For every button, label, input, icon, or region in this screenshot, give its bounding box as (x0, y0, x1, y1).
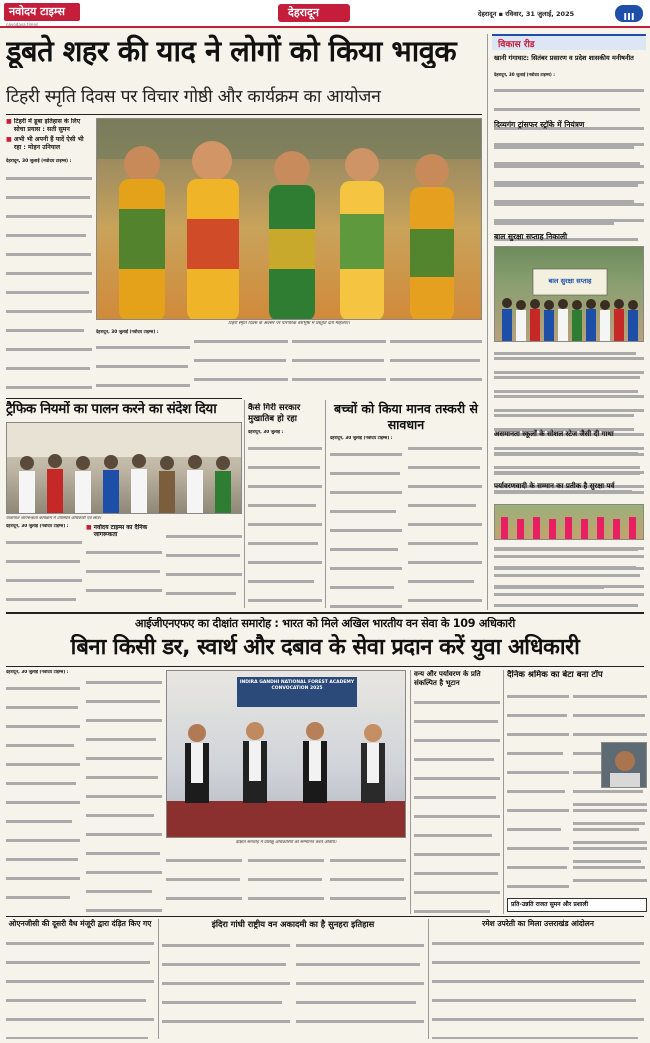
page-number: III (623, 12, 635, 22)
performer-figure (119, 146, 165, 320)
banner-text: बाल सुरक्षा सप्ताह (548, 277, 592, 285)
rule (6, 612, 644, 614)
figure-right (361, 724, 385, 803)
sidebar-rally-photo (494, 246, 644, 342)
sidebar-story1-headline: खानी गंगाघाट: सितंबर प्रसारण व प्रदेश शासकीय मनीषनीत (494, 54, 634, 62)
main-body-columns (96, 329, 482, 397)
performer-figure (269, 151, 315, 320)
side2-body (507, 684, 647, 894)
text-column (330, 848, 406, 914)
paper-name-small: navodaya times (6, 22, 39, 27)
text-column (166, 524, 242, 608)
sidebar-story4-headline: असमानता स्कूलों के सोशल स्टेज जैसी दी गाथा (494, 430, 614, 438)
photo-banner: INDIRA GANDHI NATIONAL FOREST ACADEMY CONVOCATION 2025 (239, 680, 355, 691)
group-photo-illustration (7, 423, 242, 514)
footer-col3 (432, 919, 644, 1039)
portrait-photo (601, 742, 647, 788)
text-column (292, 329, 386, 397)
performer-figure (187, 141, 239, 320)
paper-logo (4, 3, 80, 21)
text-column (507, 684, 569, 894)
sidebar-title-bar (492, 34, 646, 50)
dateline: देहरादून, 30 जुलाई (नवोदय टाइम्स) : (6, 159, 72, 164)
performer-figure (340, 148, 384, 320)
column-divider (244, 400, 245, 608)
dateline: देहरादून, 30 जुलाई (नवोदय टाइम्स) : (494, 72, 555, 77)
traffic-photo-caption: यातायात जागरूकता कार्यक्रम में उपस्थित अधिकारी एवं छात्र। (6, 516, 101, 521)
sidebar-story3-headline: बाल सुरक्षा सप्ताह निकाली (494, 232, 568, 241)
child-story-headline: बच्चों को किया मानव तस्करी से सावधान (334, 401, 478, 432)
dateline: देहरादून, 30 जुलाई (नवोदय टाइम्स) : (96, 330, 159, 335)
rule (6, 666, 644, 667)
convocation-illustration (167, 671, 406, 838)
main-subhead: टिहरी स्मृति दिवस पर विचार गोष्ठी और कार्यक्रम का आयोजन (6, 87, 381, 107)
figure-left (185, 724, 209, 803)
dateline: देहरादून, 30 जुलाई (नवोदय टाइम्स) : (330, 436, 393, 441)
bottom-kicker: आईजीएनएफए का दीक्षांत समारोह : भारत को मिले अखिल भारतीय वन सेवा के 109 अधिकारी (135, 617, 515, 630)
main-left-column (6, 118, 92, 396)
convocation-photo (166, 670, 406, 838)
sidebar-story5-body (494, 544, 644, 610)
traffic-photo (6, 422, 242, 514)
bullet-item (6, 136, 92, 152)
footer-col2 (162, 919, 424, 1039)
text-column (408, 436, 482, 608)
text-column (248, 848, 324, 914)
paper-name: नवोदय टाइम्स (9, 5, 65, 18)
dateline: देहरादून, 30 जुलाई (नवोदय टाइम्स) : (6, 524, 69, 529)
sub-headline (86, 524, 162, 538)
bottom-headline: बिना किसी डर, स्वार्थ और दबाव के सेवा प्रदान करें युवा अधिकारी (70, 635, 580, 660)
figure-mid-right (303, 722, 327, 803)
text-column (96, 329, 190, 397)
body-text-lines (6, 166, 92, 396)
text-column (86, 670, 162, 914)
page-number-badge (615, 5, 643, 22)
side1-headline: वन्य और पर्यावरण के प्रति संकल्पित है भूटान (414, 670, 481, 687)
march-illustration (495, 505, 644, 540)
footer-col1-headline: ओएनजीसी की दूसरी वैध मंजूरी द्वारा दंड़ित किए गए (8, 919, 152, 928)
performers-illustration (97, 119, 482, 320)
footer-col2-headline: इंदिरा गांधी राष्ट्रीय वन अकादमी का है सुनहरा इतिहास (211, 919, 375, 929)
side1-body (414, 690, 500, 914)
bullet-item (6, 118, 92, 134)
rule (6, 398, 242, 399)
bullet-text: टिहरी में डूबा इतिहास के लिए सोचा प्रयास : सती सुमन (13, 118, 81, 133)
footer-col1 (6, 919, 154, 1039)
sidebar-march-photo (494, 504, 644, 540)
traffic-headline: ट्रैफिक नियमों का पालन करने का संदेश दिया (6, 401, 217, 417)
bullet-list (6, 118, 92, 152)
text-column (162, 933, 290, 1039)
column-divider (503, 670, 504, 914)
sidebar (487, 34, 647, 610)
city-name: देहरादून (288, 6, 319, 19)
convocation-photo-caption: दीक्षांत समारोह में प्रशिक्षु अधिकारियों को सम्मानित करते अतिथि। (235, 840, 337, 845)
text-column (573, 792, 647, 894)
bullet-icon: ■ (6, 136, 12, 143)
rally-illustration (495, 247, 644, 342)
text-column (6, 524, 82, 608)
bullet-icon: ■ (86, 524, 92, 531)
side2-box (507, 898, 647, 912)
sub-headline-text: नवोदय टाइम्स का दैनिक जागरूकता (93, 524, 148, 538)
child-story-body (330, 436, 482, 608)
text-column (296, 933, 424, 1039)
text-column (86, 524, 162, 608)
footer-col3-headline: रमेश उपरेती का मिला उत्तराखंड आंदोलन (482, 919, 594, 928)
dateline: देहरादून, 30 जुलाई : (248, 430, 284, 435)
rule (6, 114, 482, 115)
traffic-body-columns (6, 524, 242, 608)
masthead (0, 0, 650, 28)
city-badge (278, 4, 350, 22)
dateline: देहरादून, 30 जुलाई (नवोदय टाइम्स) : (6, 670, 69, 675)
side2-box-text: प्रति-उन्नति राजत सुमन और प्रशाली (511, 901, 589, 908)
sidebar-story2-headline: दिव्यगंग ट्रांसफर स्ट्रॉके में नियंत्रण (494, 120, 585, 129)
short-story-headline: कैसे गिरी सरकार मुखातिब हो रहा (248, 403, 301, 424)
column-divider (158, 919, 159, 1039)
short-story-body (248, 430, 322, 608)
text-column (166, 848, 242, 914)
figure-mid-left (243, 722, 267, 803)
side2-headline: दैनिक श्रमिक का बेटा बना टॉप (507, 670, 603, 680)
text-column (330, 436, 402, 608)
portrait-illustration (602, 743, 647, 788)
sidebar-title: विकास रीड (498, 40, 535, 50)
issue-date: देहरादून ▪ रविवार, 31 जुलाई, 2025 (478, 10, 575, 18)
main-photo (96, 118, 482, 320)
main-photo-caption: टिहरी स्मृति दिवस के अवसर पर पारंपरिक वेशभूषा में प्रस्तुति देती महिलाएं। (228, 321, 350, 326)
column-divider (325, 400, 326, 608)
performer-figure (410, 154, 454, 320)
text-column (390, 329, 482, 397)
text-column (6, 670, 80, 914)
convocation-body (166, 848, 406, 914)
text-column (194, 329, 288, 397)
sidebar-story5-headline: पर्यावरणवादी के सम्मान का प्रतीक है सुरक्षा पर्व (494, 482, 615, 490)
bottom-body-columns (6, 670, 162, 914)
bullet-icon: ■ (6, 118, 12, 125)
rule (6, 916, 644, 917)
bullet-text: अभी भी अपनी हैं यादें ऐसी भी रहा : मोहन उनियाल (13, 136, 84, 151)
column-divider (428, 919, 429, 1039)
main-headline: डूबते शहर की याद ने लोगों को किया भावुक (6, 34, 457, 68)
column-divider (410, 670, 411, 914)
